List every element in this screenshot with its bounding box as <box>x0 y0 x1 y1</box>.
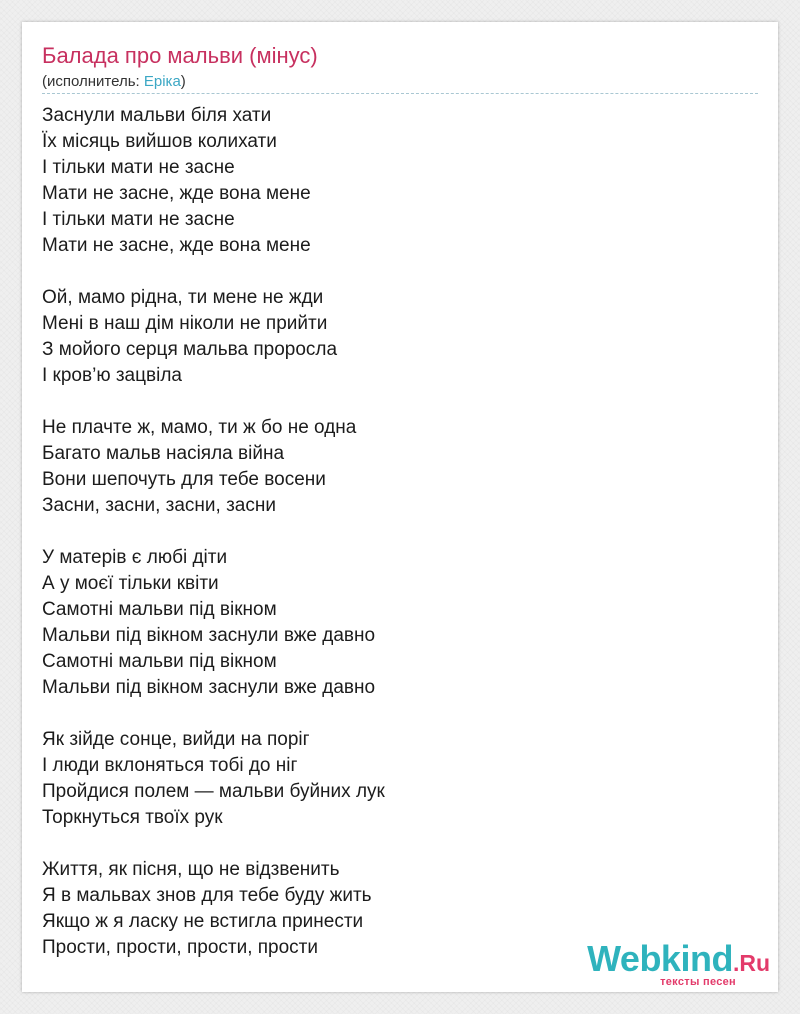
artist-prefix: (исполнитель: <box>42 73 144 90</box>
lyric-line: Мені в наш дім ніколи не прийти <box>42 313 328 334</box>
artist-line <box>42 73 186 91</box>
stanza <box>42 415 742 519</box>
artist-link[interactable]: Еріка <box>143 73 181 90</box>
lyric-line: Засни, засни, засни, засни <box>42 495 276 516</box>
lyric-line: Мальви під вікном заснули вже давно <box>42 677 376 698</box>
stanza <box>42 727 742 831</box>
lyric-line: Їх місяць вийшов колихати <box>42 131 277 152</box>
lyric-line: І тільки мати не засне <box>42 209 235 230</box>
stanza <box>42 545 742 701</box>
song-title: Балада про мальви (мінус) <box>42 43 318 68</box>
lyric-line: А у моєї тільки квіти <box>42 573 219 594</box>
lyric-line: І тільки мати не засне <box>42 157 235 178</box>
lyric-line: Прости, прости, прости, прости <box>42 937 318 958</box>
lyrics-card <box>22 22 778 992</box>
lyric-line: Мальви під вікном заснули вже давно <box>42 625 376 646</box>
artist-suffix: ) <box>180 73 186 90</box>
logo-tagline: тексты песен <box>660 976 736 988</box>
lyrics-body <box>42 103 742 987</box>
lyric-line: Ой, мамо рідна, ти мене не жди <box>42 287 324 308</box>
lyric-line: Якщо ж я ласку не встигла принести <box>42 911 364 932</box>
lyric-line: Не плачте ж, мамо, ти ж бо не одна <box>42 417 357 438</box>
stanza <box>42 285 742 389</box>
dashed-divider <box>42 93 758 94</box>
logo-tld: .Ru <box>732 950 770 976</box>
lyric-line: Самотні мальви під вікном <box>42 599 277 620</box>
lyric-line: І кров’ю зацвіла <box>42 365 182 386</box>
lyric-line: Пройдися полем — мальви буйних лук <box>42 781 385 802</box>
lyric-line: Життя, як пісня, що не відзвенить <box>42 859 340 880</box>
lyric-line: Як зійде сонце, вийди на поріг <box>42 729 310 750</box>
lyric-line: З мойого серця мальва проросла <box>42 339 338 360</box>
logo-name: Webkind <box>587 938 733 979</box>
lyric-line: Мати не засне, жде вона мене <box>42 235 311 256</box>
lyric-line: Заснули мальви біля хати <box>42 105 272 126</box>
lyric-line: Мати не засне, жде вона мене <box>42 183 311 204</box>
lyric-line: Торкнуться твоїх рук <box>42 807 223 828</box>
lyric-line: Самотні мальви під вікном <box>42 651 277 672</box>
lyric-line: І люди вклоняться тобі до ніг <box>42 755 298 776</box>
site-logo[interactable] <box>570 940 770 990</box>
stanza <box>42 103 742 259</box>
lyric-line: Багато мальв насіяла війна <box>42 443 285 464</box>
lyric-line: Вони шепочуть для тебе восени <box>42 469 326 490</box>
lyric-line: У матерів є любі діти <box>42 547 228 568</box>
lyric-line: Я в мальвах знов для тебе буду жить <box>42 885 372 906</box>
